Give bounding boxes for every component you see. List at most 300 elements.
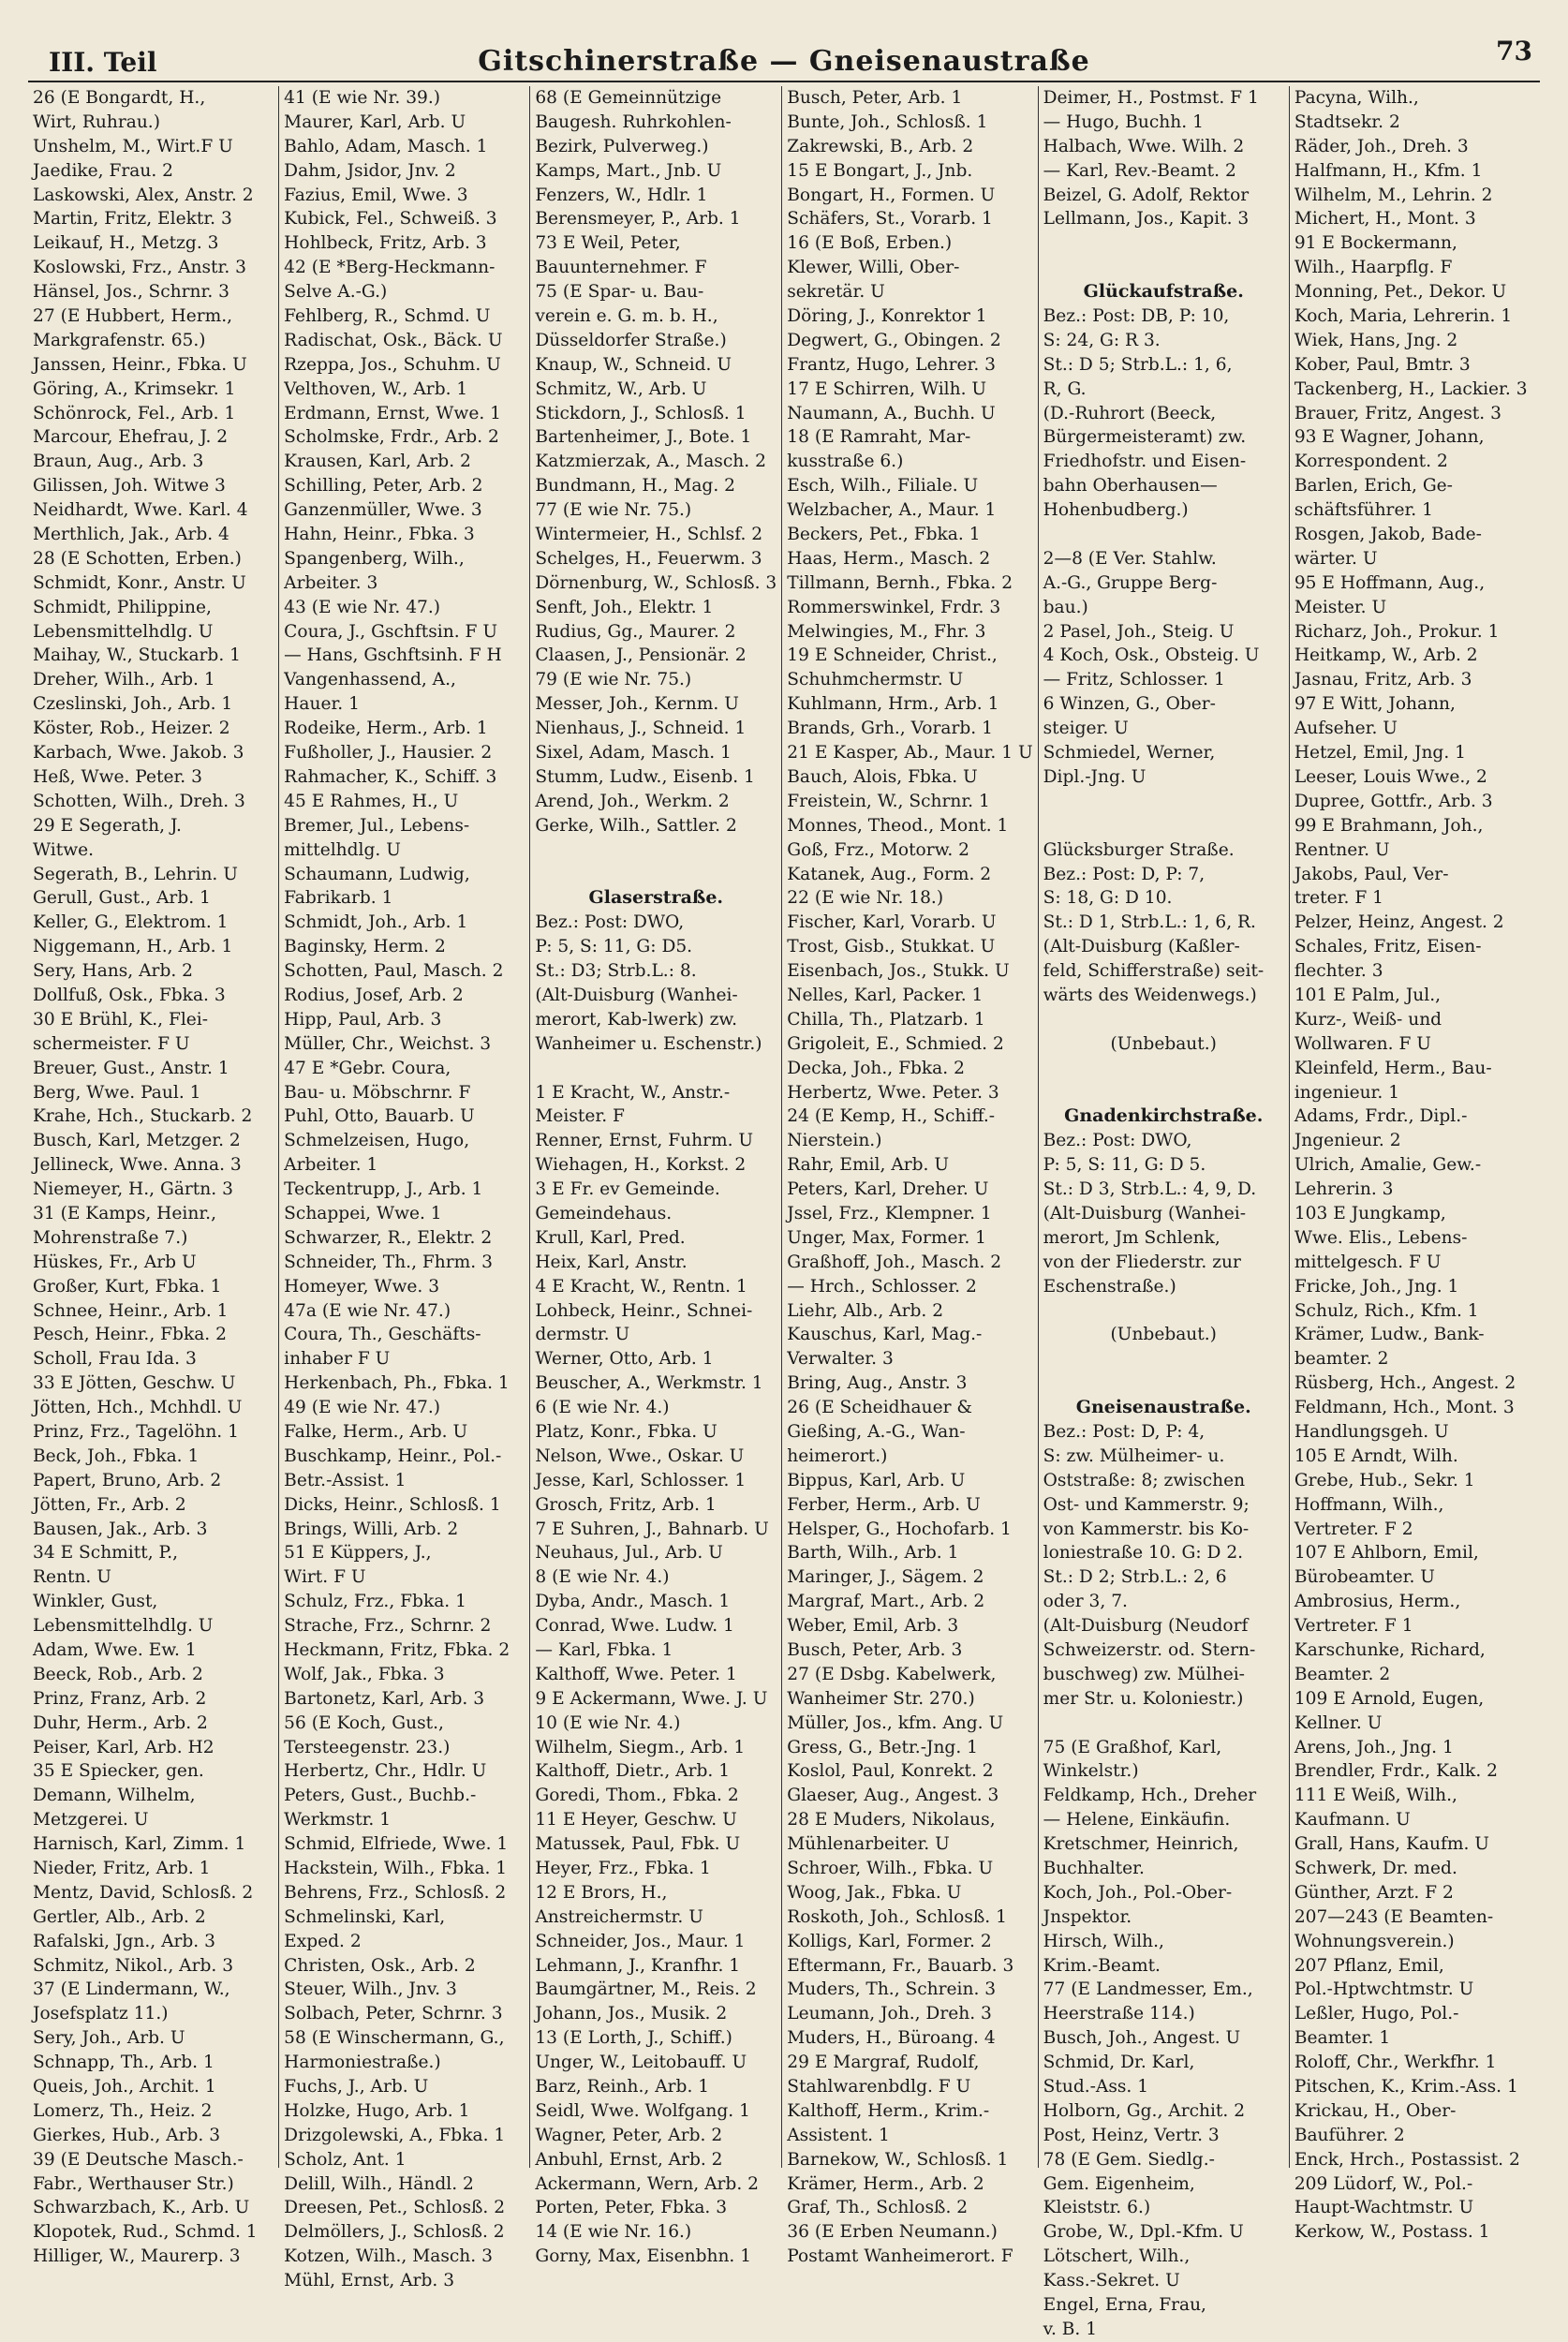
directory-line: Feldkamp, Hch., Dreher: [1043, 1786, 1257, 1806]
directory-line: Mohrenstraße 7.): [33, 1227, 188, 1248]
directory-line: 27 (E Dsbg. Kabelwerk,: [787, 1664, 997, 1684]
directory-line: — Hrch., Schlosser. 2: [787, 1276, 977, 1297]
directory-line: [1043, 1057, 1284, 1081]
directory-line: 10 (E wie Nr. 4.): [535, 1712, 681, 1733]
directory-line: Dreesen, Pet., Schlosß. 2: [284, 2198, 506, 2218]
directory-line: Bongart, H., Formen. U: [787, 185, 996, 205]
directory-line: Vangenhassend, A.,: [284, 670, 456, 690]
column-3: [530, 86, 782, 2267]
directory-line: Stickdorn, J., Schlosß. 1: [535, 403, 747, 423]
directory-line: Beamter. 2: [1294, 1664, 1391, 1684]
directory-line: Schwerk, Dr. med.: [1294, 1859, 1457, 1879]
directory-line: Meister. U: [1294, 597, 1387, 617]
directory-line: Busch, Joh., Angest. U: [1043, 2028, 1241, 2049]
directory-line: St.: D3; Strb.L.: 8.: [535, 961, 697, 982]
directory-line: Maurer, Karl, Arb. U: [284, 111, 466, 132]
directory-line: 19 E Schneider, Christ.,: [787, 645, 998, 666]
directory-line: Prinz, Franz, Arb. 2: [33, 1688, 207, 1709]
directory-line: Arbeiter. 1: [284, 1155, 378, 1176]
directory-line: Grebe, Hub., Sekr. 1: [1294, 1470, 1475, 1490]
directory-line: Woog, Jak., Fbka. U: [787, 1882, 962, 1903]
directory-line: Karschunke, Richard,: [1294, 1640, 1486, 1660]
directory-line: Bürgermeisteramt) zw.: [1043, 427, 1247, 448]
directory-line: Döring, J., Konrektor 1: [787, 306, 987, 327]
directory-line: Witwe.: [33, 839, 95, 860]
directory-line: feld, Schifferstraße) seit-: [1043, 961, 1265, 982]
directory-line: 24 (E Kemp, H., Schiff.-: [787, 1106, 996, 1127]
directory-line: Radischat, Osk., Bäck. U: [284, 330, 503, 350]
directory-line: Kaufmann. U: [1294, 1810, 1411, 1831]
directory-line: Krull, Karl, Pred.: [535, 1227, 686, 1248]
directory-line: Arens, Joh., Jng. 1: [1294, 1737, 1454, 1757]
directory-line: Kalthoff, Herm., Krim.-: [787, 2100, 990, 2121]
directory-line: Feldmann, Hch., Mont. 3: [1294, 1398, 1515, 1418]
page-number: 73: [1496, 36, 1532, 67]
directory-line: 26 (E Bongardt, H.,: [33, 88, 206, 108]
directory-line: Schroer, Wilh., Fbka. U: [787, 1859, 994, 1879]
directory-line: Holborn, Gg., Archit. 2: [1043, 2100, 1246, 2121]
directory-line: Christen, Osk., Arb. 2: [284, 1955, 476, 1976]
directory-line: Laskowski, Alex, Anstr. 2: [33, 185, 254, 205]
directory-line: Beeck, Rob., Arb. 2: [33, 1664, 203, 1684]
directory-line: Schmitz, Nikol., Arb. 3: [33, 1955, 234, 1976]
directory-line: Fußholler, J., Hausier. 2: [284, 743, 493, 763]
directory-line: wärter. U: [1294, 548, 1378, 569]
directory-line: 33 E Jötten, Geschw. U: [33, 1373, 236, 1394]
directory-line: Jasnau, Fritz, Arb. 3: [1294, 670, 1472, 690]
directory-line: Anstreichermstr. U: [535, 1906, 703, 1927]
directory-line: Kamps, Mart., Jnb. U: [535, 160, 722, 181]
directory-line: Schmiedel, Werner,: [1043, 743, 1216, 763]
directory-line: 101 E Palm, Jul.,: [1294, 985, 1442, 1005]
directory-line: — Fritz, Schlosser. 1: [1043, 670, 1225, 690]
directory-line: 41 (E wie Nr. 39.): [284, 88, 441, 108]
directory-line: Günther, Arzt. F 2: [1294, 1882, 1454, 1903]
directory-line: Krahe, Hch., Stuckarb. 2: [33, 1106, 253, 1127]
directory-line: Schmitz, W., Arb. U: [535, 378, 707, 399]
directory-line: Stumm, Ludw., Eisenb. 1: [535, 766, 755, 787]
directory-line: Adams, Frdr., Dipl.-: [1294, 1106, 1468, 1127]
directory-line: Stadtsekr. 2: [1294, 111, 1400, 132]
directory-line: Bauch, Alois, Fbka. U: [787, 766, 978, 787]
directory-line: Ackermann, Wern, Arb. 2: [535, 2173, 759, 2194]
directory-line: Sixel, Adam, Masch. 1: [535, 743, 732, 763]
directory-line: Monning, Pet., Dekor. U: [1294, 282, 1507, 303]
directory-line: Kleiststr. 6.): [1043, 2198, 1151, 2218]
directory-line: Coura, Th., Geschäfts-: [284, 1325, 481, 1345]
directory-line: — Karl, Rev.-Beamt. 2: [1043, 160, 1236, 181]
directory-line: [1043, 256, 1284, 280]
directory-line: 78 (E Gem. Siedlg.-: [1043, 2149, 1215, 2170]
directory-line: Busch, Karl, Metzger. 2: [33, 1131, 241, 1151]
directory-line: Schmidt, Konr., Anstr. U: [33, 572, 246, 593]
directory-line: 7 E Suhren, J., Bahnarb. U: [535, 1519, 769, 1539]
directory-line: Lehrerin. 3: [1294, 1179, 1394, 1200]
directory-line: Erdmann, Ernst, Wwe. 1: [284, 403, 501, 423]
directory-line: Engel, Erna, Frau,: [1043, 2295, 1206, 2316]
directory-line: Teckentrupp, J., Arb. 1: [284, 1179, 483, 1200]
directory-line: Krämer, Ludw., Bank-: [1294, 1325, 1485, 1345]
directory-line: Brings, Willi, Arb. 2: [284, 1519, 459, 1539]
directory-line: 103 E Jungkamp,: [1294, 1203, 1446, 1223]
directory-line: Hüskes, Fr., Arb U: [33, 1252, 197, 1272]
directory-line: Martin, Fritz, Elektr. 3: [33, 209, 232, 230]
directory-line: Ganzenmüller, Wwe. 3: [284, 500, 482, 521]
directory-line: 56 (E Koch, Gust.,: [284, 1712, 444, 1733]
directory-line: oder 3, 7.: [1043, 1592, 1128, 1612]
directory-line: Dollfuß, Osk., Fbka. 3: [33, 985, 226, 1005]
directory-line: Glücksburger Straße.: [1043, 839, 1235, 860]
directory-line: 47a (E wie Nr. 47.): [284, 1300, 451, 1321]
directory-line: Deimer, H., Postmst. F 1: [1043, 88, 1259, 108]
directory-line: 28 E Muders, Nikolaus,: [787, 1810, 996, 1831]
directory-line: Gem. Eigenheim,: [1043, 2173, 1195, 2194]
directory-line: 207—243 (E Beamten-: [1294, 1906, 1494, 1927]
directory-line: Jellineck, Wwe. Anna. 3: [33, 1155, 242, 1176]
directory-line: Pol.-Hptwchtmstr. U: [1294, 1979, 1474, 2000]
directory-line: Tillmann, Bernh., Fbka. 2: [787, 572, 1013, 593]
directory-line: Dahm, Jsidor, Jnv. 2: [284, 160, 456, 181]
directory-line: Jnspektor.: [1043, 1906, 1132, 1927]
directory-line: Metzgerei. U: [33, 1810, 149, 1831]
directory-line: Köster, Rob., Heizer. 2: [33, 719, 230, 739]
directory-line: Kerkow, W., Postass. 1: [1294, 2222, 1490, 2243]
directory-line: Wiehagen, H., Korkst. 2: [535, 1155, 747, 1176]
directory-line: [1043, 523, 1284, 547]
directory-line: Heerstraße 114.): [1043, 2004, 1195, 2024]
directory-line: Gertler, Alb., Arb. 2: [33, 1906, 206, 1927]
directory-line: Rahr, Emil, Arb. U: [787, 1155, 950, 1176]
directory-line: Anbuhl, Ernst, Arb. 2: [535, 2149, 723, 2170]
directory-line: Bez.: Post: D, P: 7,: [1043, 864, 1206, 884]
directory-line: Wohnungsverein.): [1294, 1931, 1455, 1951]
directory-line: Werkmstr. 1: [284, 1810, 392, 1831]
directory-line: Barth, Wilh., Arb. 1: [787, 1543, 959, 1564]
street-heading: Gneisenaustraße.: [1075, 1397, 1251, 1418]
directory-line: Hirsch, Wilh.,: [1043, 1931, 1164, 1951]
directory-line: [1043, 1081, 1284, 1105]
directory-line: Gress, G., Betr.-Jng. 1: [787, 1737, 978, 1757]
directory-line: Monnes, Theod., Mont. 1: [787, 815, 1009, 836]
directory-line: merort, Kab-lwerk) zw.: [535, 1009, 738, 1030]
directory-line: Marcour, Ehefrau, J. 2: [33, 427, 229, 448]
directory-line: Fazius, Emil, Wwe. 3: [284, 185, 468, 205]
directory-line: Peters, Karl, Dreher. U: [787, 1179, 989, 1200]
directory-line: Barlen, Erich, Ge-: [1294, 476, 1453, 497]
directory-line: Hipp, Paul, Arb. 3: [284, 1009, 442, 1030]
directory-line: Nieder, Fritz, Arb. 1: [33, 1859, 211, 1879]
directory-line: Neidhardt, Wwe. Karl. 4: [33, 500, 248, 521]
directory-line: Tersteegenstr. 23.): [284, 1737, 451, 1757]
directory-line: heimerort.): [787, 1445, 888, 1466]
directory-line: 39 (E Deutsche Masch.-: [33, 2149, 244, 2170]
directory-line: Lellmann, Jos., Kapit. 3: [1043, 209, 1250, 230]
directory-line: Ferber, Herm., Arb. U: [787, 1494, 981, 1515]
directory-line: Nelson, Wwe., Oskar. U: [535, 1445, 745, 1466]
directory-line: Bahlo, Adam, Masch. 1: [284, 136, 488, 156]
directory-line: Roloff, Chr., Werkfhr. 1: [1294, 2053, 1497, 2073]
directory-line: Kretschmer, Heinrich,: [1043, 1834, 1239, 1855]
directory-line: Sery, Hans, Arb. 2: [33, 961, 193, 982]
directory-line: Bring, Aug., Anstr. 3: [787, 1373, 968, 1394]
running-title: Gitschinerstraße — Gneisenaustraße: [478, 45, 1090, 78]
directory-line: beamter. 2: [1294, 1349, 1389, 1370]
street-heading: Gnadenkirchstraße.: [1064, 1105, 1264, 1127]
directory-line: 28 (E Schotten, Erben.): [33, 548, 242, 569]
directory-line: Leßler, Hugo, Pol.-: [1294, 2004, 1459, 2024]
directory-line: bahn Oberhausen—: [1043, 476, 1218, 497]
directory-line: Roskoth, Joh., Schlosß. 1: [787, 1906, 1007, 1927]
directory-line: Bundmann, H., Mag. 2: [535, 476, 735, 497]
directory-line: Bau- u. Möbschrnr. F: [284, 1082, 471, 1103]
directory-line: Kellner. U: [1294, 1712, 1383, 1733]
directory-line: Krausen, Karl, Arb. 2: [284, 452, 471, 472]
directory-line: Drizgolewski, A., Fbka. 1: [284, 2125, 506, 2145]
directory-line: Friedhofstr. und Eisen-: [1043, 452, 1247, 472]
directory-line: Keller, G., Elektrom. 1: [33, 912, 229, 933]
directory-line: Schuhmchermstr. U: [787, 670, 964, 690]
directory-line: Bartonetz, Karl, Arb. 3: [284, 1688, 485, 1709]
directory-line: 75 (E Spar- u. Bau-: [535, 282, 704, 303]
directory-line: 43 (E wie Nr. 47.): [284, 597, 441, 617]
directory-line: Winkler, Gust,: [33, 1592, 158, 1612]
directory-line: — Helene, Einkäufin.: [1043, 1810, 1231, 1831]
directory-line: Kalthoff, Dietr., Arb. 1: [535, 1761, 731, 1782]
directory-line: 13 (E Lorth, J., Schiff.): [535, 2028, 732, 2049]
directory-line: Schweizerstr. od. Stern-: [1043, 1640, 1256, 1660]
directory-line: 109 E Arnold, Eugen,: [1294, 1688, 1485, 1709]
directory-line: Krickau, H., Ober-: [1294, 2100, 1457, 2121]
directory-line: Zakrewski, B., Arb. 2: [787, 136, 974, 156]
directory-line: St.: D 1, Strb.L.: 1, 6, R.: [1043, 912, 1256, 933]
directory-line: [535, 838, 777, 863]
directory-line: Hackstein, Wilh., Fbka. 1: [284, 1859, 508, 1879]
directory-line: Berg, Wwe. Paul. 1: [33, 1082, 201, 1103]
directory-line: Kleinfeld, Herm., Bau-: [1294, 1058, 1492, 1078]
directory-line: Mühlenarbeiter. U: [787, 1834, 950, 1855]
directory-line: 4 E Kracht, W., Rentn. 1: [535, 1276, 747, 1297]
directory-line: Dupree, Gottfr., Arb. 3: [1294, 791, 1493, 811]
directory-line: Platz, Konr., Fbka. U: [535, 1421, 717, 1442]
directory-line: loniestraße 10. G: D 2.: [1043, 1543, 1244, 1564]
directory-line: Sery, Joh., Arb. U: [33, 2028, 185, 2049]
directory-line: [1043, 1371, 1284, 1396]
directory-line: Hahn, Heinr., Fbka. 3: [284, 525, 475, 545]
directory-line: Graf, Th., Schlosß. 2: [787, 2198, 969, 2218]
directory-line: Krämer, Herm., Arb. 2: [787, 2173, 984, 2194]
directory-line: 73 E Weil, Peter,: [535, 233, 681, 254]
directory-line: Pitschen, K., Krim.-Ass. 1: [1294, 2077, 1518, 2097]
directory-line: Düsseldorfer Straße.): [535, 330, 727, 350]
directory-line: Nienhaus, J., Schneid. 1: [535, 719, 747, 739]
directory-line: 93 E Wagner, Johann,: [1294, 427, 1485, 448]
directory-line: Berensmeyer, P., Arb. 1: [535, 209, 741, 230]
directory-line: Niggemann, H., Arb. 1: [33, 937, 233, 957]
directory-line: Peiser, Karl, Arb. H2: [33, 1737, 214, 1757]
directory-line: [1043, 790, 1284, 814]
directory-line: Korrespondent. 2: [1294, 452, 1448, 472]
directory-line: Jötten, Fr., Arb. 2: [33, 1494, 186, 1515]
directory-line: Koslowski, Frz., Anstr. 3: [33, 258, 246, 278]
directory-line: Muders, H., Büroang. 4: [787, 2028, 996, 2049]
directory-line: Fabrikarb. 1: [284, 888, 393, 909]
directory-line: Niemeyer, H., Gärtn. 3: [33, 1179, 233, 1200]
column-4: [782, 86, 1038, 2267]
column-6: [1290, 86, 1540, 2243]
directory-line: Wwe. Elis., Lebens-: [1294, 1227, 1468, 1248]
directory-line: Schnee, Heinr., Arb. 1: [33, 1300, 229, 1321]
directory-line: 107 E Ahlborn, Emil,: [1294, 1543, 1479, 1564]
directory-line: S: 18, G: D 10.: [1043, 888, 1173, 909]
directory-line: Rahmacher, K., Schiff. 3: [284, 766, 497, 787]
directory-line: Merthlich, Jak., Arb. 4: [33, 525, 229, 545]
directory-line: Bunte, Joh., Schlosß. 1: [787, 111, 988, 132]
directory-line: 17 E Schirren, Wilh. U: [787, 378, 987, 399]
directory-line: Vertreter. F 2: [1294, 1519, 1413, 1539]
directory-line: Dörnenburg, W., Schlosß. 3: [535, 572, 777, 593]
directory-line: Krim.-Beamt.: [1043, 1955, 1161, 1976]
directory-line: Busch, Peter, Arb. 3: [787, 1640, 963, 1660]
directory-line: — Karl, Fbka. 1: [535, 1640, 673, 1660]
directory-line: (Alt-Duisburg (Wanhei-: [535, 985, 738, 1005]
directory-line: Gießing, A.-G., Wan-: [787, 1421, 966, 1442]
directory-line: S: 24, G: R 3.: [1043, 330, 1161, 350]
directory-line: 30 E Brühl, K., Flei-: [33, 1009, 209, 1030]
directory-line: mittelhdlg. U: [284, 839, 401, 860]
directory-line: mer Str. u. Koloniestr.): [1043, 1688, 1244, 1709]
directory-line: Knaup, W., Schneid. U: [535, 354, 732, 375]
directory-line: Schmidt, Philippine,: [33, 597, 212, 617]
directory-line: Goß, Frz., Motorw. 2: [787, 839, 970, 860]
directory-line: Conrad, Wwe. Ludw. 1: [535, 1616, 734, 1637]
directory-line: Jssel, Frz., Klempner. 1: [787, 1203, 992, 1223]
directory-line: Unger, W., Leitobauff. U: [535, 2053, 747, 2073]
directory-line: Goredi, Thom., Fbka. 2: [535, 1786, 739, 1806]
directory-line: Göring, A., Krimsekr. 1: [33, 378, 236, 399]
directory-line: Bauführer. 2: [1294, 2125, 1405, 2145]
directory-line: Kalthoff, Wwe. Peter. 1: [535, 1664, 737, 1684]
directory-line: Porten, Peter, Fbka. 3: [535, 2198, 728, 2218]
directory-line: 1 E Kracht, W., Anstr.-: [535, 1082, 731, 1103]
directory-line: Schönrock, Fel., Arb. 1: [33, 403, 236, 423]
directory-line: Delill, Wilh., Händl. 2: [284, 2173, 474, 2194]
directory-line: Graßhoff, Joh., Masch. 2: [787, 1252, 1002, 1272]
directory-line: Schulz, Frz., Fbka. 1: [284, 1592, 466, 1612]
directory-line: Maringer, J., Sägem. 2: [787, 1567, 984, 1588]
directory-line: schermeister. F U: [33, 1033, 190, 1054]
directory-line: Queis, Joh., Archit. 1: [33, 2077, 216, 2097]
directory-line: Gemeindehaus.: [535, 1203, 673, 1223]
directory-line: St.: D 5; Strb.L.: 1, 6,: [1043, 354, 1233, 375]
directory-line: Bartenheimer, J., Bote. 1: [535, 427, 752, 448]
directory-line: 2—8 (E Ver. Stahlw.: [1043, 548, 1217, 569]
directory-line: Gorny, Max, Eisenbhn. 1: [535, 2246, 752, 2267]
directory-line: Halfmann, H., Kfm. 1: [1294, 160, 1483, 181]
directory-line: Senft, Joh., Elektr. 1: [535, 597, 714, 617]
directory-line: Ost- und Kammerstr. 9;: [1043, 1494, 1250, 1515]
directory-line: Unger, Max, Former. 1: [787, 1227, 986, 1248]
directory-line: Seidl, Wwe. Wolfgang. 1: [535, 2100, 750, 2121]
directory-line: Beuscher, A., Werkmstr. 1: [535, 1373, 763, 1394]
directory-line: Klopotek, Rud., Schmd. 1: [33, 2222, 258, 2243]
directory-line: Strache, Frz., Schrnr. 2: [284, 1616, 492, 1637]
directory-line: 6 (E wie Nr. 4.): [535, 1398, 670, 1418]
directory-line: Scholl, Frau Ida. 3: [33, 1349, 197, 1370]
directory-line: Rentner. U: [1294, 839, 1390, 860]
directory-line: Beizel, G. Adolf, Rektor: [1043, 185, 1250, 205]
directory-line: Matussek, Paul, Fbk. U: [535, 1834, 741, 1855]
directory-line: Heß, Wwe. Peter. 3: [33, 766, 202, 787]
directory-line: von der Fliederstr. zur: [1043, 1252, 1241, 1272]
directory-line: Weber, Emil, Arb. 3: [787, 1616, 959, 1637]
section-label: III. Teil: [49, 47, 157, 78]
directory-line: Exped. 2: [284, 1931, 362, 1951]
directory-line: Peters, Gust., Buchb.-: [284, 1786, 477, 1806]
directory-line: Brands, Grh., Vorarb. 1: [787, 719, 993, 739]
directory-line: 9 E Ackermann, Wwe. J. U: [535, 1688, 768, 1709]
directory-line: Markgrafenstr. 65.): [33, 330, 206, 350]
directory-line: Solbach, Peter, Schrnr. 3: [284, 2004, 503, 2024]
directory-line: Oststraße: 8; zwischen: [1043, 1470, 1246, 1490]
directory-line: Liehr, Alb., Arb. 2: [787, 1300, 944, 1321]
directory-line: Hohlbeck, Fritz, Arb. 3: [284, 233, 487, 254]
directory-line: Schappei, Wwe. 1: [284, 1203, 442, 1223]
directory-line: Janssen, Heinr., Fbka. U: [33, 354, 247, 375]
directory-line: Assistent. 1: [787, 2125, 890, 2145]
directory-line: Braun, Aug., Arb. 3: [33, 452, 204, 472]
directory-line: [1043, 231, 1284, 256]
directory-line: Claasen, J., Pensionär. 2: [535, 645, 747, 666]
directory-line: 36 (E Erben Neumann.): [787, 2222, 998, 2243]
directory-line: 27 (E Hubbert, Herm.,: [33, 306, 233, 327]
directory-line: Czeslinski, Joh., Arb. 1: [33, 694, 233, 715]
directory-line: Wilhelm, M., Lehrin. 2: [1294, 185, 1493, 205]
directory-line: 77 (E wie Nr. 75.): [535, 500, 692, 521]
directory-line: Winkelstr.): [1043, 1761, 1139, 1782]
directory-line: Holzke, Hugo, Arb. 1: [284, 2100, 470, 2121]
directory-line: Spangenberg, Wilh.,: [284, 548, 465, 569]
directory-line: Bremer, Jul., Lebens-: [284, 815, 470, 836]
directory-line: Kass.-Sekret. U: [1043, 2271, 1180, 2291]
directory-line: v. B. 1: [1043, 2319, 1098, 2339]
directory-line: mittelgesch. F U: [1294, 1252, 1442, 1272]
directory-line: Bausen, Jak., Arb. 3: [33, 1519, 208, 1539]
directory-line: Baginsky, Herm. 2: [284, 937, 446, 957]
directory-line: Maihay, W., Stuckarb. 1: [33, 645, 241, 666]
directory-line: A.-G., Gruppe Berg-: [1043, 572, 1218, 593]
directory-line: Bez.: Post: DWO,: [535, 912, 685, 933]
directory-line: Velthoven, W., Arb. 1: [284, 378, 468, 399]
directory-line: Post, Heinz, Vertr. 3: [1043, 2125, 1220, 2145]
directory-line: Heckmann, Fritz, Fbka. 2: [284, 1640, 510, 1660]
directory-line: Beckers, Pet., Fbka. 1: [787, 525, 981, 545]
street-heading: Glückaufstraße.: [1083, 281, 1244, 303]
directory-line: Jötten, Hch., Mchhdl. U: [33, 1398, 243, 1418]
column-5: [1039, 86, 1290, 2339]
directory-line: Pelzer, Heinz, Angest. 2: [1294, 912, 1504, 933]
directory-line: Buchhalter.: [1043, 1859, 1145, 1879]
directory-line: Jaedike, Frau. 2: [33, 160, 173, 181]
directory-line: Katzmierzak, A., Masch. 2: [535, 452, 766, 472]
directory-line: Stud.-Ass. 1: [1043, 2077, 1149, 2097]
directory-line: Nelles, Karl, Packer. 1: [787, 985, 984, 1005]
directory-line: Behrens, Frz., Schlosß. 2: [284, 1882, 507, 1903]
directory-line: Handlungsgeh. U: [1294, 1421, 1449, 1442]
directory-line: [1043, 1712, 1284, 1736]
directory-line: treter. F 1: [1294, 888, 1383, 909]
directory-line: Klewer, Willi, Ober-: [787, 258, 960, 278]
directory-line: Pacyna, Wilh.,: [1294, 88, 1419, 108]
